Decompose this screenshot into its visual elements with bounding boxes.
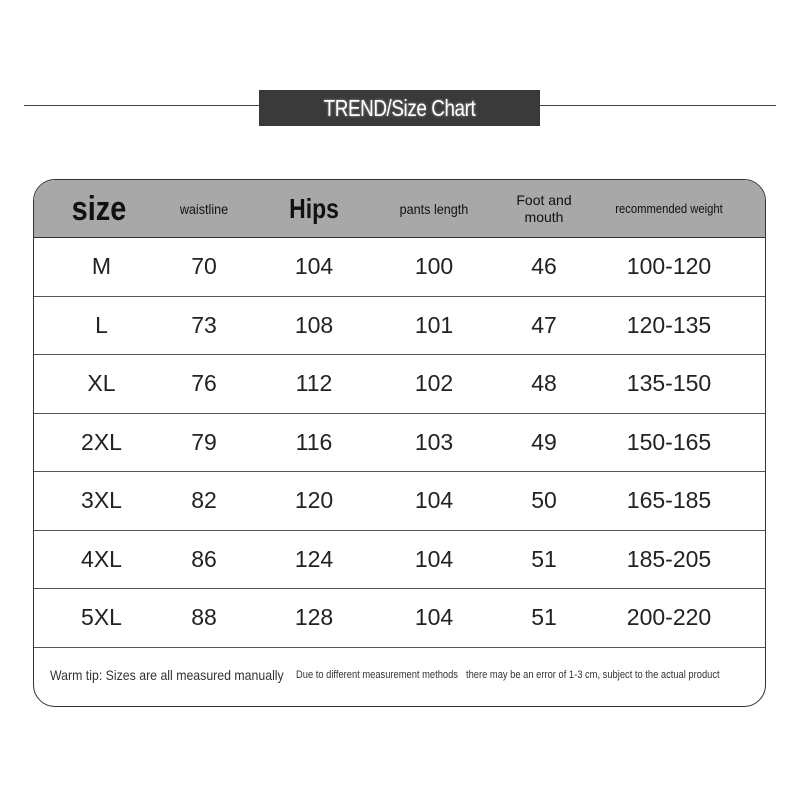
cell-foot-mouth: 51 xyxy=(531,604,557,631)
cell-waistline: 88 xyxy=(191,604,217,631)
header-pants-length: pants length xyxy=(399,200,469,217)
cell-recommended-weight: 185-205 xyxy=(626,545,712,572)
cell-recommended-weight: 165-185 xyxy=(626,487,712,514)
table-header-row xyxy=(34,180,765,238)
cell-waistline: 73 xyxy=(191,311,217,338)
cell-foot-mouth: 49 xyxy=(531,428,557,455)
cell-foot-mouth: 48 xyxy=(531,370,557,397)
cell-hips: 112 xyxy=(295,370,333,397)
cell-pants-length: 100 xyxy=(414,253,454,280)
table-row xyxy=(34,297,765,356)
cell-hips: 128 xyxy=(294,604,334,631)
cell-size: 4XL xyxy=(81,545,122,572)
header-waistline: waistline xyxy=(179,200,229,217)
size-table xyxy=(33,179,766,707)
cell-foot-mouth: 46 xyxy=(531,253,557,280)
cell-pants-length: 104 xyxy=(414,545,454,572)
cell-hips: 108 xyxy=(294,311,334,338)
header-foot-line2: mouth xyxy=(524,209,564,225)
cell-hips: 116 xyxy=(295,428,333,455)
cell-recommended-weight: 100-120 xyxy=(626,253,712,280)
left-divider-line xyxy=(24,105,260,106)
header-foot-line1: Foot and xyxy=(516,192,572,209)
cell-foot-mouth: 50 xyxy=(531,487,557,514)
right-divider-line xyxy=(540,105,776,106)
header-foot-mouth xyxy=(489,180,599,238)
cell-recommended-weight: 135-150 xyxy=(626,370,712,397)
cell-hips: 104 xyxy=(294,253,334,280)
cell-pants-length: 102 xyxy=(414,370,454,397)
cell-size: 2XL xyxy=(81,428,122,455)
cell-waistline: 86 xyxy=(191,545,217,572)
cell-waistline: 79 xyxy=(191,428,217,455)
tip-text-2: Due to different measurement methods xyxy=(296,669,458,681)
table-row xyxy=(34,472,765,531)
cell-pants-length: 103 xyxy=(414,428,454,455)
cell-pants-length: 101 xyxy=(414,311,454,338)
cell-pants-length: 104 xyxy=(414,487,454,514)
title-banner xyxy=(259,90,540,126)
cell-size: 3XL xyxy=(81,487,122,514)
header-size: size xyxy=(71,189,127,228)
tip-text-3: there may be an error of 1-3 cm, subject to the actual product xyxy=(466,669,720,681)
cell-waistline: 76 xyxy=(191,370,217,397)
cell-size: XL xyxy=(87,370,116,397)
table-row xyxy=(34,531,765,590)
tip-text-1: Warm tip: Sizes are all measured manually xyxy=(50,667,284,683)
cell-recommended-weight: 120-135 xyxy=(626,311,712,338)
cell-foot-mouth: 47 xyxy=(531,311,557,338)
cell-size: M xyxy=(91,253,112,280)
table-row xyxy=(34,238,765,297)
table-row xyxy=(34,414,765,473)
cell-waistline: 82 xyxy=(191,487,217,514)
cell-hips: 120 xyxy=(294,487,334,514)
cell-foot-mouth: 51 xyxy=(531,545,557,572)
cell-recommended-weight: 150-165 xyxy=(626,428,712,455)
cell-recommended-weight: 200-220 xyxy=(626,604,712,631)
cell-size: L xyxy=(95,311,108,338)
cell-size: 5XL xyxy=(81,604,122,631)
cell-hips: 124 xyxy=(294,545,334,572)
chart-title: TREND/Size Chart xyxy=(323,94,476,121)
header-hips: Hips xyxy=(289,193,339,225)
table-row xyxy=(34,589,765,648)
cell-pants-length: 104 xyxy=(414,604,454,631)
warm-tip xyxy=(34,647,765,707)
header-recommended-weight: recommended weight xyxy=(615,201,723,216)
cell-waistline: 70 xyxy=(191,253,217,280)
table-row xyxy=(34,355,765,414)
